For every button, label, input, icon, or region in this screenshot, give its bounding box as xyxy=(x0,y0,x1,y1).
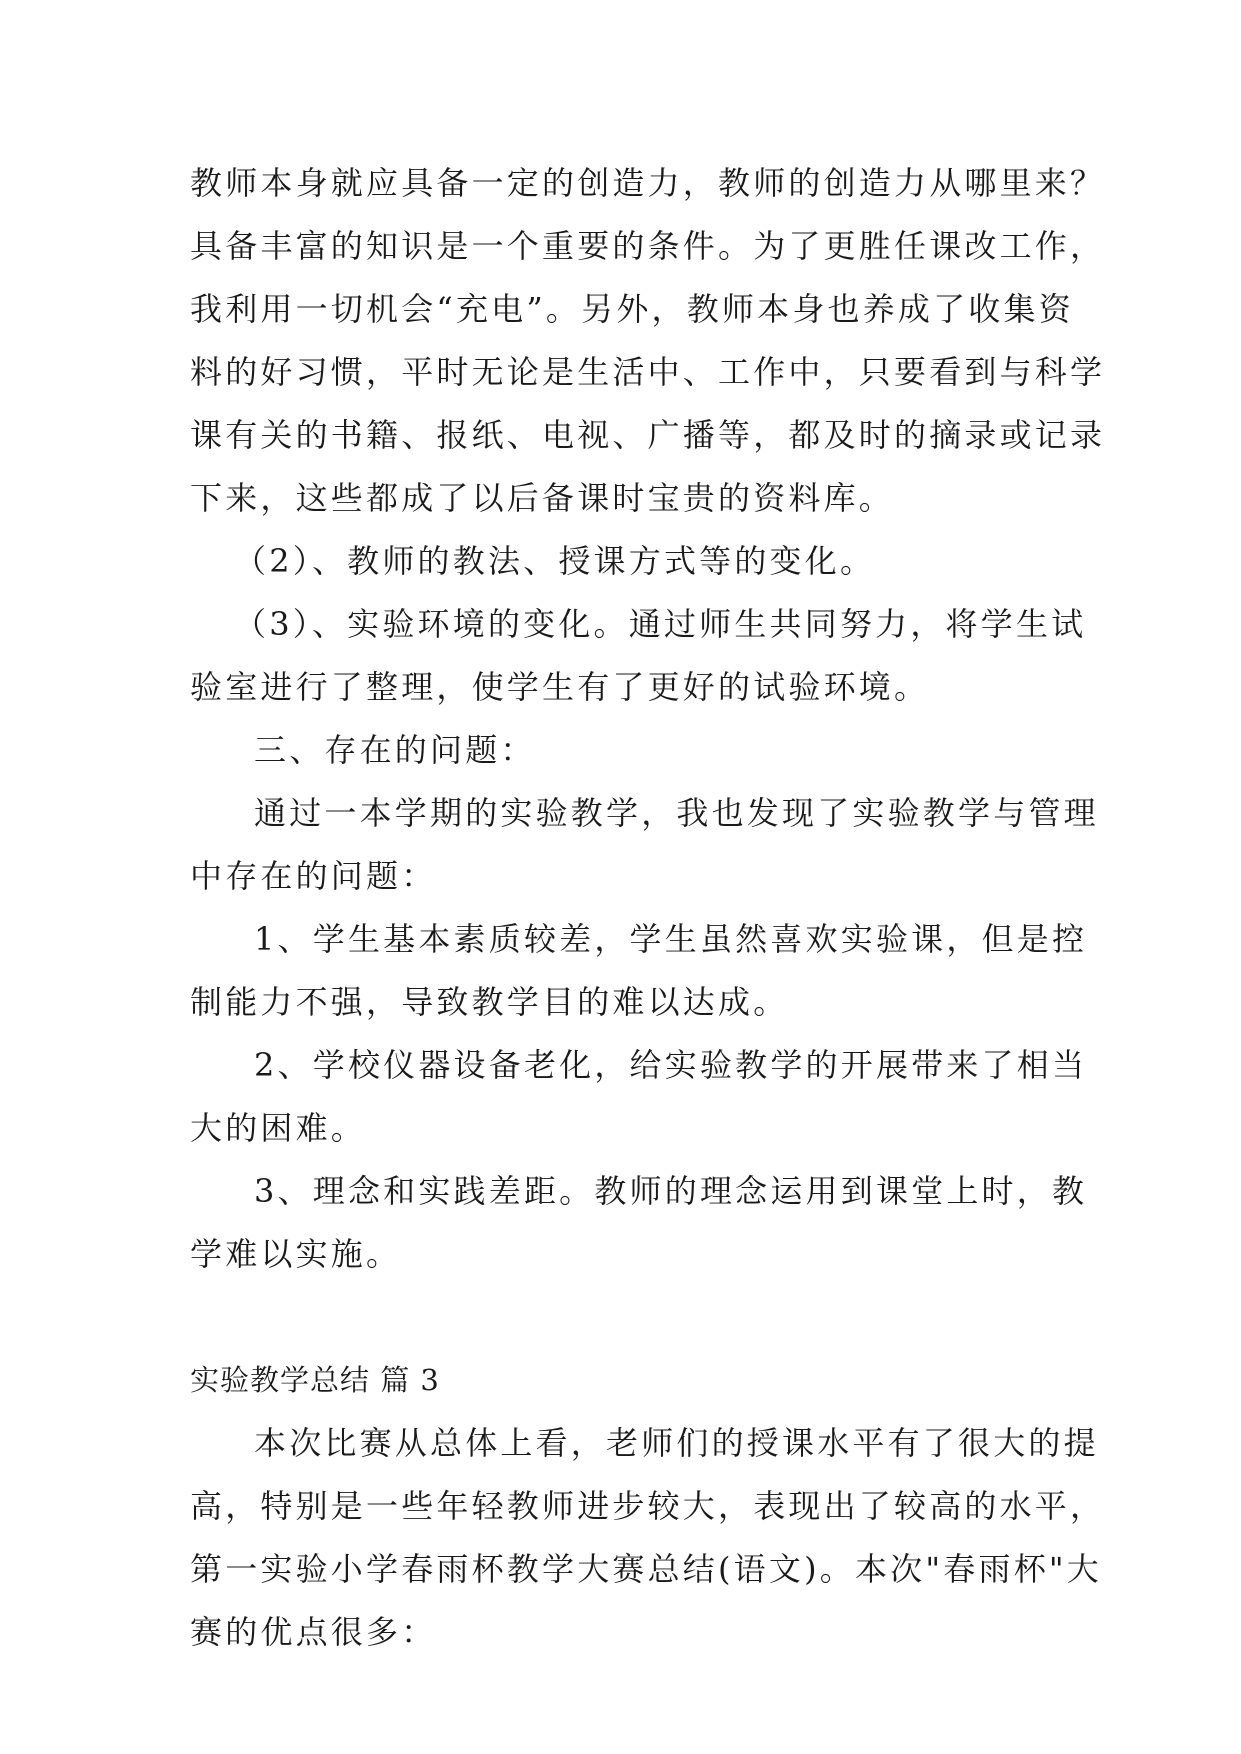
text-line: 赛的优点很多： xyxy=(190,1613,437,1651)
text-line: 第一实验小学春雨杯教学大赛总结(语文)。本次"春雨杯"大 xyxy=(190,1550,1103,1588)
section-subheading: 三、存在的问题： xyxy=(254,731,536,769)
text-line: 具备丰富的知识是一个重要的条件。为了更胜任课改工作， xyxy=(190,227,1106,265)
text-line: 3、理念和实践差距。教师的理念运用到课堂上时，教 xyxy=(254,1172,1088,1210)
text-line: 1、学生基本素质较差，学生虽然喜欢实验课，但是控 xyxy=(254,920,1088,958)
text-line: 课有关的书籍、报纸、电视、广播等，都及时的摘录或记录 xyxy=(190,416,1106,454)
text-line: 本次比赛从总体上看，老师们的授课水平有了很大的提 xyxy=(254,1424,1099,1462)
text-line: 通过一本学期的实验教学，我也发现了实验教学与管理 xyxy=(254,794,1099,832)
text-line: （2）、教师的教法、授课方式等的变化。 xyxy=(234,542,876,580)
paragraph-gap xyxy=(190,1286,1060,1349)
text-line: 我利用一切机会“充电”。另外，教师本身也养成了收集资 xyxy=(190,290,1074,328)
text-line: 学难以实施。 xyxy=(190,1235,402,1273)
text-line: （3）、实验环境的变化。通过师生共同努力，将学生试 xyxy=(234,605,1087,643)
text-line: 中存在的问题： xyxy=(190,857,437,895)
text-line: 高，特别是一些年轻教师进步较大，表现出了较高的水平， xyxy=(190,1487,1106,1525)
document-page xyxy=(190,152,1106,1664)
text-line: 料的好习惯，平时无论是生活中、工作中，只要看到与科学 xyxy=(190,353,1106,391)
text-line: 验室进行了整理，使学生有了更好的试验环境。 xyxy=(190,668,930,706)
text-line: 2、学校仪器设备老化，给实验教学的开展带来了相当 xyxy=(254,1046,1088,1084)
text-line: 下来，这些都成了以后备课时宝贵的资料库。 xyxy=(190,479,895,517)
text-line: 大的困难。 xyxy=(190,1109,367,1147)
text-line: 教师本身就应具备一定的创造力，教师的创造力从哪里来？ xyxy=(190,164,1106,202)
text-line: 制能力不强，导致教学目的难以达成。 xyxy=(190,983,789,1021)
section-heading: 实验教学总结 篇 3 xyxy=(190,1363,440,1397)
